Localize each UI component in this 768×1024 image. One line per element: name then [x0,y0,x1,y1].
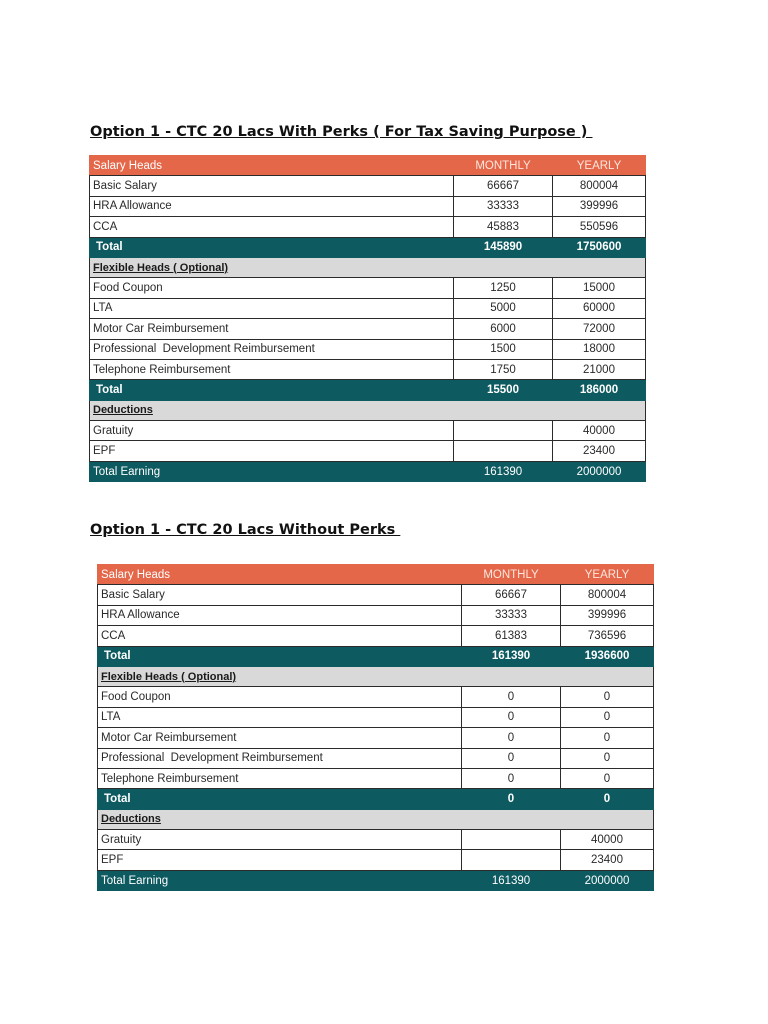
yearly-value: 800004 [561,585,654,605]
row-label: HRA Allowance [98,605,462,625]
flexible-heads-heading: Flexible Heads ( Optional) [90,257,646,277]
table-row [98,626,654,646]
monthly-value: 0 [462,707,561,727]
row-label: Food Coupon [98,687,462,707]
row-label: LTA [98,707,462,727]
row-label: CCA [98,626,462,646]
row-label: Motor Car Reimbursement [98,728,462,748]
row-label: Motor Car Reimbursement [90,319,454,339]
total-label: Total [98,646,462,666]
yearly-value: 399996 [561,605,654,625]
yearly-value: 21000 [553,359,646,379]
table-row [90,217,646,237]
monthly-value [462,850,561,870]
column-header-yearly: YEARLY [561,565,654,585]
yearly-value: 800004 [553,176,646,196]
grand-total-yearly: 2000000 [553,461,646,481]
table-row [90,196,646,216]
table-row [98,850,654,870]
grand-total-row [98,870,654,890]
row-label: Telephone Reimbursement [98,768,462,788]
grand-total-row [90,461,646,481]
yearly-value: 550596 [553,217,646,237]
monthly-value: 0 [462,687,561,707]
total-yearly: 186000 [553,380,646,400]
table-row [90,441,646,461]
yearly-value: 0 [561,748,654,768]
row-label: Basic Salary [90,176,454,196]
monthly-value: 66667 [454,176,553,196]
section-title-with-perks: Option 1 - CTC 20 Lacs With Perks ( For Tax Saving Purpose ) [90,124,593,140]
yearly-value: 23400 [561,850,654,870]
table-row [98,728,654,748]
table-row [98,687,654,707]
table-row [98,830,654,850]
table-row [90,298,646,318]
table-header-row [98,565,654,585]
grand-total-monthly: 161390 [462,870,561,890]
group-heading-row [98,666,654,686]
monthly-value: 66667 [462,585,561,605]
total-label: Total [98,789,462,809]
section-title-without-perks: Option 1 - CTC 20 Lacs Without Perks [90,522,401,538]
table-header-row [90,156,646,176]
total-yearly: 0 [561,789,654,809]
table-row [98,707,654,727]
row-label: LTA [90,298,454,318]
total-monthly: 15500 [454,380,553,400]
table-row [90,359,646,379]
yearly-value: 0 [561,728,654,748]
grand-total-label: Total Earning [98,870,462,890]
column-header-yearly: YEARLY [553,156,646,176]
total-row [90,380,646,400]
monthly-value: 33333 [454,196,553,216]
monthly-value: 1750 [454,359,553,379]
total-row [98,646,654,666]
table-row [90,421,646,441]
monthly-value [462,830,561,850]
total-yearly: 1750600 [553,237,646,257]
total-monthly: 161390 [462,646,561,666]
table-row [98,585,654,605]
yearly-value: 23400 [553,441,646,461]
monthly-value [454,421,553,441]
table-row [90,319,646,339]
yearly-value: 60000 [553,298,646,318]
monthly-value: 0 [462,748,561,768]
grand-total-yearly: 2000000 [561,870,654,890]
yearly-value: 40000 [553,421,646,441]
monthly-value: 61383 [462,626,561,646]
row-label: EPF [90,441,454,461]
total-monthly: 0 [462,789,561,809]
total-monthly: 145890 [454,237,553,257]
deductions-heading: Deductions [98,809,654,829]
monthly-value: 1250 [454,278,553,298]
row-label: Professional Development Reimbursement [98,748,462,768]
yearly-value: 0 [561,768,654,788]
row-label: Basic Salary [98,585,462,605]
group-heading-row [90,257,646,277]
total-yearly: 1936600 [561,646,654,666]
grand-total-label: Total Earning [90,461,454,481]
total-row [90,237,646,257]
monthly-value: 0 [462,728,561,748]
table-row [98,748,654,768]
monthly-value: 45883 [454,217,553,237]
yearly-value: 399996 [553,196,646,216]
table-row [90,339,646,359]
group-heading-row [98,809,654,829]
group-heading-row [90,400,646,420]
row-label: Gratuity [90,421,454,441]
row-label: Telephone Reimbursement [90,359,454,379]
row-label: Professional Development Reimbursement [90,339,454,359]
total-label: Total [90,237,454,257]
monthly-value: 1500 [454,339,553,359]
yearly-value: 736596 [561,626,654,646]
yearly-value: 18000 [553,339,646,359]
table-row [90,176,646,196]
table-row [90,278,646,298]
total-label: Total [90,380,454,400]
yearly-value: 72000 [553,319,646,339]
row-label: HRA Allowance [90,196,454,216]
column-header-monthly: MONTHLY [462,565,561,585]
salary-table-with-perks [89,155,646,482]
grand-total-monthly: 161390 [454,461,553,481]
table-row [98,768,654,788]
column-header-monthly: MONTHLY [454,156,553,176]
yearly-value: 40000 [561,830,654,850]
yearly-value: 0 [561,687,654,707]
monthly-value: 5000 [454,298,553,318]
monthly-value: 33333 [462,605,561,625]
row-label: EPF [98,850,462,870]
flexible-heads-heading: Flexible Heads ( Optional) [98,666,654,686]
column-header-salary-heads: Salary Heads [98,565,462,585]
row-label: Gratuity [98,830,462,850]
column-header-salary-heads: Salary Heads [90,156,454,176]
deductions-heading: Deductions [90,400,646,420]
row-label: Food Coupon [90,278,454,298]
yearly-value: 15000 [553,278,646,298]
monthly-value: 0 [462,768,561,788]
monthly-value [454,441,553,461]
monthly-value: 6000 [454,319,553,339]
yearly-value: 0 [561,707,654,727]
total-row [98,789,654,809]
row-label: CCA [90,217,454,237]
table-row [98,605,654,625]
salary-table-without-perks [97,564,654,891]
